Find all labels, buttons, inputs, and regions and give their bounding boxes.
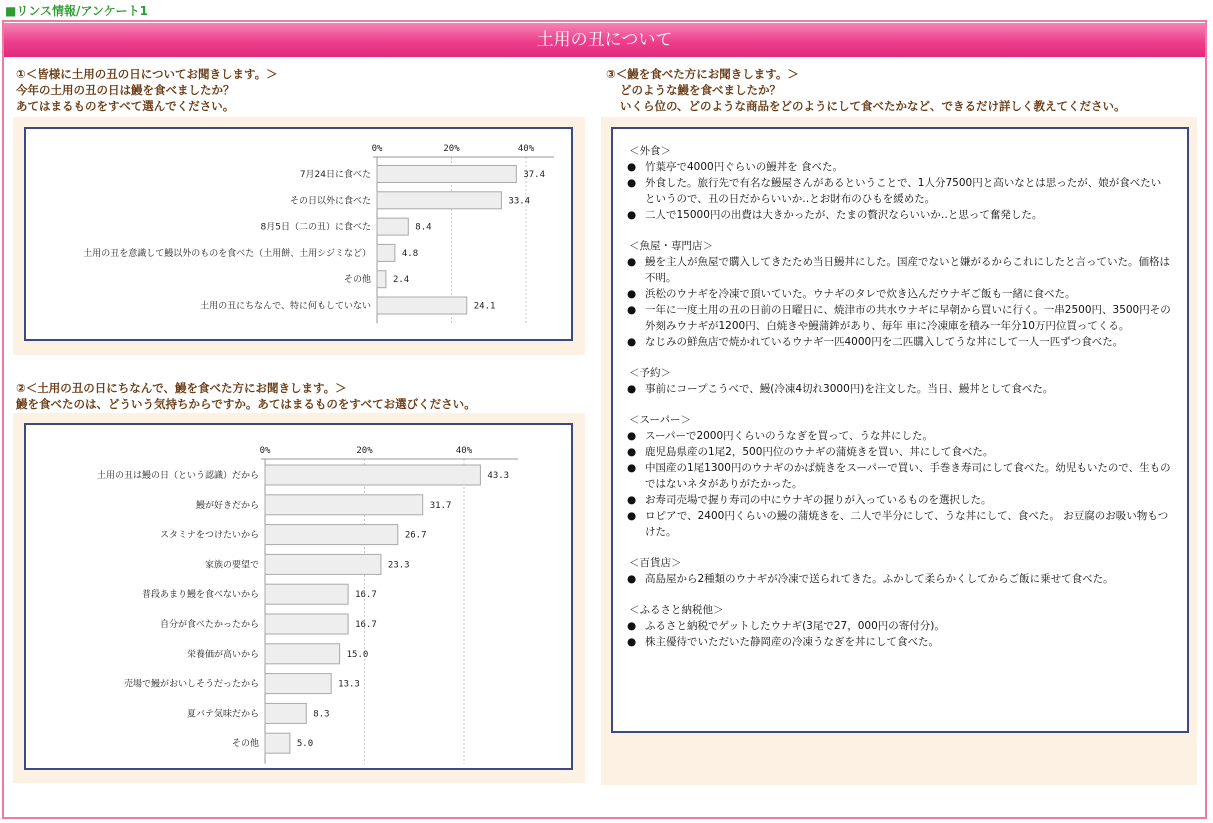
answer-text: 中国産の1尾1300円のウナギのかば焼きをスーパーで買い、手巻き寿司にして食べた。幼児もいたので、生ものではないネタがありがたかった。: [645, 462, 1171, 490]
category-label: 普段あまり鰻を食べないから: [141, 590, 259, 601]
category-label: 8月5日（二の丑）に食べた: [260, 222, 371, 233]
bullet-icon: ●: [627, 510, 637, 522]
answer-text: お寿司売場で握り寿司の中にウナギの握りが入っているものを選択した。: [645, 494, 992, 506]
answer-group-title: ＜予約＞: [629, 367, 671, 379]
bar: [265, 703, 306, 723]
category-label: 家族の要望で: [204, 560, 259, 571]
q1-heading: [16, 66, 278, 114]
bullet-icon: ●: [627, 209, 637, 221]
answer-text: 高島屋から2種類のウナギが冷凍で送られてきた。ふかして柔らかくしてからご飯に乗せて食べた。: [645, 573, 1114, 585]
answer-item: [627, 508, 1177, 540]
answer-item: [627, 334, 1177, 350]
bullet-icon: ●: [627, 161, 637, 173]
answer-text: 浜松のウナギを冷凍で頂いていた。ウナギのタレで炊き込んだウナギご飯も一緒に食べた。: [645, 288, 1076, 300]
value-label: 26.7: [404, 530, 427, 541]
answer-text: ふるさと納税でゲットしたウナギ(3尾で27，000円の寄付分)。: [645, 620, 945, 632]
category-label: 鰻が好きだから: [195, 500, 259, 511]
tick-label: 0%: [259, 446, 271, 456]
title-bar: [4, 23, 1205, 57]
answer-group-title: ＜ふるさと納税他＞: [629, 604, 724, 616]
page-title: 土用の丑について: [536, 30, 673, 50]
bar: [265, 733, 290, 753]
answer-item: [627, 254, 1177, 286]
value-label: 31.7: [429, 500, 452, 511]
answer-item: [627, 286, 1177, 302]
value-label: 15.0: [346, 649, 369, 660]
answer-group: [627, 238, 1177, 350]
answer-item: [627, 381, 1177, 397]
value-label: 43.3: [487, 471, 510, 481]
bar: [265, 644, 340, 664]
answer-item: [627, 302, 1177, 334]
bar: [265, 525, 398, 545]
answer-item: [627, 175, 1177, 207]
q2-heading: [16, 380, 476, 412]
q2-line-2: 鰻を食べたのは、どういう気持ちからですか。あてはまるものをすべてお選びください。: [16, 397, 476, 411]
value-label: 2.4: [392, 275, 410, 286]
q3-heading: [606, 66, 1126, 114]
bar: [265, 674, 331, 694]
tick-label: 40%: [455, 446, 473, 456]
tick-label: 20%: [443, 144, 460, 154]
value-label: 5.0: [296, 739, 314, 750]
category-label: その他: [231, 739, 259, 750]
q3-line-2: どのような鰻を食べましたか？: [620, 83, 781, 97]
value-label: 8.4: [415, 222, 432, 233]
bar: [377, 218, 408, 235]
answer-text: スーパーで2000円くらいのうなぎを買って、うな丼にした。: [645, 430, 933, 442]
bullet-icon: ●: [627, 573, 637, 585]
value-label: 33.4: [508, 196, 531, 207]
answer-group: [627, 555, 1177, 587]
q2-chart: [24, 423, 573, 770]
bullet-icon: ●: [627, 430, 637, 442]
tick-label: 20%: [356, 446, 373, 456]
value-label: 4.8: [401, 248, 419, 259]
tick-label: 0%: [371, 144, 383, 154]
answer-item: [627, 444, 1177, 460]
answer-text: なじみの鮮魚店で焼かれているウナギ一匹4000円を二匹購入してうな丼にして一人一匹ずつ食べた。: [645, 336, 1124, 348]
bullet-icon: ●: [627, 494, 637, 506]
tick-label: 40%: [517, 144, 535, 154]
answer-text: 外食した。旅行先で有名な鰻屋さんがあるということで、1人分7500円と高いなとは思ったが、娘が食べたいというので、丑の日だからいいか‥とお財布のひもを緩めた。: [645, 177, 1162, 205]
category-label: スタミナをつけたいから: [159, 530, 259, 541]
bar: [265, 584, 348, 604]
answer-text: 二人で15000円の出費は大きかったが、たまの贅沢ならいいか‥と思って奮発した。: [645, 209, 1043, 221]
q1-chart: [24, 127, 573, 341]
category-label: 栄養価が高いから: [186, 649, 259, 660]
answer-group: [627, 602, 1177, 650]
answer-text: 事前にコープこうべで、鰻(冷凍4切れ3000円)を注文した。当日、鰻丼として食べた。: [645, 383, 1054, 395]
category-label: 土用の丑は鰻の日（という認識）だから: [96, 471, 259, 481]
answer-group: [627, 365, 1177, 397]
category-label: 売場で鰻がおいしそうだったから: [123, 679, 259, 690]
bar: [265, 495, 423, 515]
breadcrumb: ■リンス情報/アンケート1: [5, 4, 148, 18]
answer-text: 鰻を主人が魚屋で購入してきたため当日鰻丼にした。国産でないと嫌がるからこれにしたと言っていた。価格は不明。: [645, 256, 1170, 284]
bar: [377, 166, 516, 183]
value-label: 8.3: [313, 709, 330, 720]
bullet-icon: ●: [627, 256, 637, 268]
answer-text: 株主優待でいただいた静岡産の冷凍うなぎを丼にして食べた。: [645, 636, 939, 648]
bullet-icon: ●: [627, 636, 637, 648]
category-label: 土用の丑を意識して鰻以外のものを食べた（土用餅、土用シジミなど）: [83, 248, 371, 259]
bar: [377, 192, 501, 209]
bullet-icon: ●: [627, 446, 637, 458]
bullet-icon: ●: [627, 383, 637, 395]
answer-group-title: ＜外食＞: [629, 145, 671, 157]
answer-group-title: ＜百貨店＞: [629, 557, 682, 569]
answer-group: [627, 412, 1177, 540]
answer-text: ロピアで、2400円くらいの鰻の蒲焼きを、二人で半分にして、うな丼にして、食べた。 お豆腐のお吸い物もつけた。: [645, 510, 1169, 538]
bar: [377, 244, 395, 261]
bullet-icon: ●: [627, 177, 637, 189]
answer-item: [627, 207, 1177, 223]
bullet-icon: ●: [627, 304, 637, 316]
q2-chart-svg: [26, 425, 575, 772]
value-label: 13.3: [338, 679, 360, 690]
answer-item: [627, 618, 1177, 634]
category-label: 土用の丑にちなんで、特に何もしていない: [200, 301, 371, 312]
bullet-icon: ●: [627, 336, 637, 348]
bullet-icon: ●: [627, 620, 637, 632]
answer-item: [627, 571, 1177, 587]
bar: [377, 271, 386, 288]
answer-item: [627, 634, 1177, 650]
answer-item: [627, 428, 1177, 444]
category-label: その他: [343, 275, 371, 286]
value-label: 16.7: [355, 620, 377, 630]
value-label: 16.7: [355, 590, 377, 601]
bar: [265, 554, 381, 574]
value-label: 23.3: [387, 560, 410, 571]
answer-group: [627, 143, 1177, 223]
answer-text: 一年に一度土用の丑の日前の日曜日に、焼津市の共水ウナギに早朝から買いに行く。一串2500円、3500円その外刻みウナギが1200円、白焼きや鰻蒲鉾があり、毎年 車に冷凍庫を積み一年分10万円位買ってくる。: [645, 304, 1171, 332]
q1-chart-svg: [26, 129, 575, 343]
answer-item: [627, 460, 1177, 492]
bar: [265, 465, 480, 485]
answer-text: 竹葉亭で4000円ぐらいの鰻丼を 食べた。: [645, 161, 844, 173]
category-label: 夏バテ気味だから: [186, 709, 259, 720]
bar: [377, 297, 467, 314]
bullet-icon: ●: [627, 288, 637, 300]
category-label: その日以外に食べた: [289, 196, 371, 207]
bar: [265, 614, 348, 634]
q2-line-1: ②＜土用の丑の日にちなんで、鰻を食べた方にお聞きします。＞: [16, 381, 347, 395]
q3-line-1: ③＜鰻を食べた方にお聞きします。＞: [606, 67, 799, 81]
q1-line-3: あてはまるものをすべて選んでください。: [16, 99, 235, 113]
q1-line-1: ①＜皆様に土用の丑の日についてお聞きします。＞: [16, 67, 278, 81]
category-label: 自分が食べたかったから: [159, 620, 259, 630]
answer-group-title: ＜魚屋・専門店＞: [629, 240, 713, 252]
value-label: 37.4: [523, 170, 546, 180]
bullet-icon: ●: [627, 462, 637, 474]
answer-text: 鹿児島県産の1尾2，500円位のウナギの蒲焼きを買い、丼にして食べた。: [645, 446, 994, 458]
q1-line-2: 今年の土用の丑の日は鰻を食べましたか？: [16, 83, 235, 97]
category-label: 7月24日に食べた: [299, 170, 371, 180]
value-label: 24.1: [473, 301, 496, 312]
answer-item: [627, 159, 1177, 175]
answer-group-title: ＜スーパー＞: [629, 414, 691, 426]
q3-answers-box: [611, 127, 1189, 733]
answer-item: [627, 492, 1177, 508]
q3-line-3: いくら位の、どのような商品をどのようにして食べたかなど、できるだけ詳しく教えてください。: [620, 99, 1126, 113]
